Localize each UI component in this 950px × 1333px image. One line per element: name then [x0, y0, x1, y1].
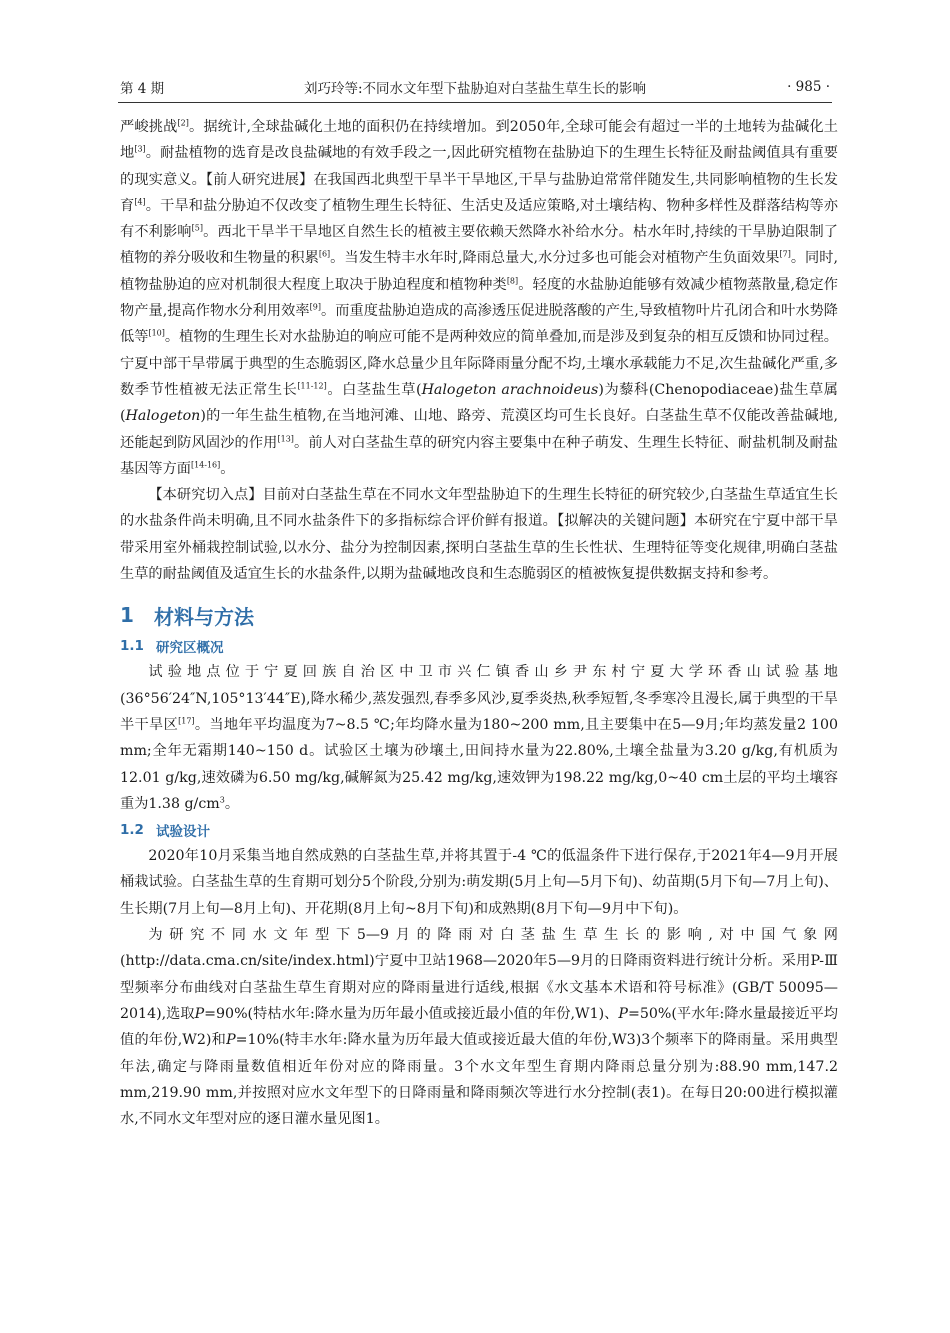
citation-ref: [9]	[309, 302, 321, 312]
citation-ref: [8]	[506, 276, 519, 286]
text-run: 。轻度的水盐胁迫能够有效减少植物蒸散量,稳定作物产量,提高作物水分利用效率	[120, 276, 838, 320]
text-run: 。当发生特丰水年时,降雨总量大,水分过多也可能会对植物产生负面效果	[330, 250, 780, 267]
text-run: 。据统计,全球盐碱化土地的面积仍在持续增加。到2050年,全球可能会有超过一半的土地转为盐碱化土地	[120, 119, 838, 162]
citation-ref: [11-12]	[297, 381, 327, 391]
subsection-number: 1.2	[120, 822, 144, 839]
italic-term: P	[194, 1005, 205, 1022]
running-header	[120, 73, 830, 101]
paragraph-entry-point	[120, 482, 838, 587]
text-run: 。而重度盐胁迫造成的高渗透压促进脱落酸的产生,导致植物叶片孔闭合和叶水势降低等	[120, 303, 838, 346]
text-run: 。白茎盐生草(	[326, 381, 422, 398]
citation-ref: [17]	[178, 716, 195, 726]
text-run: 。西北干旱半干旱地区自然生长的植被主要依赖天然降水补给水分。枯水年时,持续的干旱胁迫限制了植物的养分吸收和生物量的积累	[120, 224, 838, 267]
paragraph-intro	[120, 114, 838, 482]
citation-ref: [5]	[191, 223, 203, 233]
text-run: 【本研究切入点】目前对白茎盐生草在不同水文年型盐胁迫下的生理生长特征的研究较少,白茎盐生草适宜生长的水盐条件尚未明确,且不同水盐条件下的多指标综合评价鲜有报道。【拟解决的关键问题】本研究在宁夏中部干旱带采用室外桶栽控制试验,以水分、盐分为控制因素,探明白茎盐生草的生长性状、生理特征等变化规律,明确白茎盐生草的耐盐阈值及适宜生长的水盐条件,以期为盐碱地改良和生态脆弱区的植被恢复提供数据支持和参考。	[120, 487, 838, 583]
text-run: 。同时,植物盐胁迫的应对机制很大程度上取决于胁迫程度和植物种类	[120, 250, 838, 293]
text-run: 2020年10月采集当地自然成熟的白茎盐生草,并将其置于-4 ℃的低温条件下进行保存,于2021年4—9月开展桶栽试验。白茎盐生草的生育期可划分5个阶段,分别为:萌发期(5月上旬—5月下旬)、幼苗期(5月下旬—7月上旬)、生长期(7月上旬—8月上旬)、开花期(8月上旬~8月下旬)和成熟期(8月下旬—9月中下旬)。	[120, 848, 838, 917]
text-run: =10%(特丰水年:降水量为历年最大值或接近最大值的年份,W3)3个频率下的降雨量。采用典型年法,确定与降雨量数值相近年份对应的降雨量。3个水文年型生育期内降雨总量分别为:88.90 mm,147.2 mm,219.90 mm,并按照对应水文年型下的日降雨量和降雨频次等进行水分控制(表1)。在每日20:00进行模拟灌水,不同水文年型对应的逐日灌水量见图1。	[120, 1032, 838, 1128]
paragraph-study-area	[120, 659, 838, 817]
page-number: · 985 ·	[787, 79, 830, 95]
paragraph-design-2	[120, 922, 838, 1132]
citation-ref: [4]	[134, 197, 146, 207]
header-rule	[118, 102, 832, 103]
text-run: 试验地点位于宁夏回族自治区中卫市兴仁镇香山乡尹东村宁夏大学环香山试验基地(36°56′24″N,105°13′44″E),降水稀少,蒸发强烈,春季多风沙,夏季炎热,秋季短暂,冬季寒冷且漫长,属于典型的干旱半干旱区	[120, 664, 838, 733]
italic-term: P	[226, 1032, 236, 1049]
italic-term: Halogeton	[125, 408, 201, 425]
issue-label: 第 4 期	[120, 81, 165, 97]
text-run: )的一年生盐生植物,在当地河滩、山地、路旁、荒漠区均可生长良好。白茎盐生草不仅能改善盐碱地,还能起到防风固沙的作用	[120, 408, 838, 451]
subsection-heading-1-2	[120, 817, 838, 843]
text-run: =50%(平水年:降水量最接近平均值的年份,W2)和	[120, 1005, 838, 1049]
section-number: 1	[120, 603, 134, 628]
italic-term: Halogeton arachnoideus	[421, 381, 599, 398]
citation-ref: [10]	[148, 328, 165, 338]
article-body	[120, 114, 838, 1132]
subsection-number: 1.1	[120, 638, 144, 655]
italic-term: P	[618, 1005, 628, 1022]
citation-ref: [6]	[318, 249, 331, 259]
text-run: 。植物的生理生长对水盐胁迫的响应可能不是两种效应的简单叠加,而是涉及到复杂的相互反馈和协同过程。宁夏中部干旱带属于典型的生态脆弱区,降水总量少且年际降雨量分配不均,土壤水承载能力不足,次生盐碱化严重,多数季节性植被无法正常生长	[120, 329, 838, 398]
citation-ref: [3]	[134, 144, 146, 154]
text-run: )为藜科(Chenopodiaceae)盐生草属(	[120, 381, 838, 425]
text-run: 。当地年平均温度为7~8.5 ℃;年均降水量为180~200 mm,且主要集中在5—9月;年均蒸发量2 100 mm;全年无霜期140~150 d。试验区土壤为砂壤土,田间持水量为22.80%,土壤全盐量为3.20 g/kg,有机质为12.01 g/kg,速效磷为6.50 mg/kg,碱解氮为25.42 mg/kg,速效钾为198.22 mg/kg,0~40 cm土层的平均土壤容重为1.38 g/cm	[120, 716, 838, 812]
text-run: 。前人对白茎盐生草的研究内容主要集中在种子萌发、生理生长特征、耐盐机制及耐盐基因等方面	[120, 434, 838, 477]
text-run: =90%(特枯水年:降水量为历年最小值或接近最小值的年份,W1)、	[204, 1005, 619, 1022]
subsection-heading-1-1	[120, 633, 838, 659]
text-run: 。	[220, 460, 235, 477]
paragraph-design-1	[120, 843, 838, 922]
section-heading-1	[120, 597, 838, 633]
citation-ref: [7]	[779, 249, 791, 259]
citation-ref: [14-16]	[190, 460, 221, 470]
text-run: 为研究不同水文年型下5—9月的降雨对白茎盐生草生长的影响,对中国气象网(http://data.cma.cn/site/index.html)宁夏中卫站1968—2020年5—9月的日降雨资料进行统计分析。采用P-Ⅲ型频率分布曲线对白茎盐生草生育期对应的降雨量进行适线,根据《水文基本术语和符号标准》(GB/T 50095—2014),选取	[120, 927, 838, 1022]
section-title: 材料与方法	[154, 604, 254, 629]
text-run: 。	[224, 795, 240, 812]
citation-ref: [13]	[277, 433, 294, 443]
subsection-title: 试验设计	[156, 824, 210, 841]
text-run: 。耐盐植物的选育是改良盐碱地的有效手段之一,因此研究植物在盐胁迫下的生理生长特征及耐盐阈值具有重要的现实意义。【前人研究进展】在我国西北典型干旱半干旱地区,干旱与盐胁迫常常伴随发生,共同影响植物的生长发育	[120, 145, 838, 214]
citation-ref: 3	[219, 795, 225, 805]
text-run: 严峻挑战	[120, 119, 178, 135]
citation-ref: [2]	[177, 118, 189, 128]
subsection-title: 研究区概况	[156, 640, 224, 657]
running-title: 刘巧玲等:不同水文年型下盐胁迫对白茎盐生草生长的影响	[303, 81, 647, 97]
text-run: 。干旱和盐分胁迫不仅改变了植物生理生长特征、生活史及适应策略,对土壤结构、物种多样性及群落结构等亦有不利影响	[120, 197, 838, 241]
